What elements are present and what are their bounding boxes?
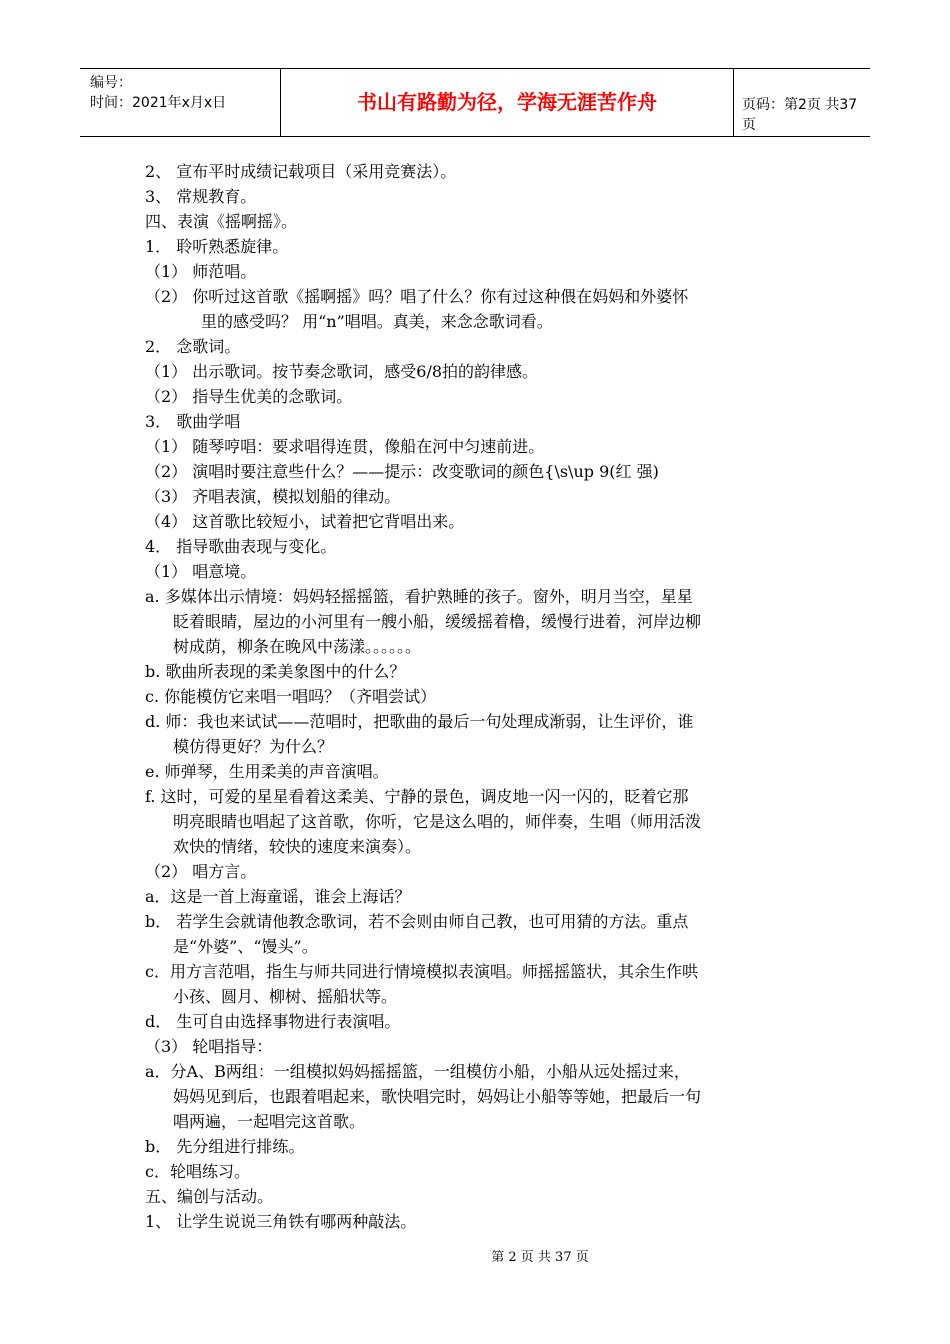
text-line: c．用方言范唱，指生与师共同进行情境模拟表演唱。师摇摇篮状，其余生作哄: [145, 962, 698, 981]
text-line: 3． 歌曲学唱: [145, 412, 241, 431]
page-info: 页码：第2页 共37页: [742, 97, 858, 133]
number-label: 编号：: [90, 75, 132, 91]
text-line: b． 先分组进行排练。: [145, 1137, 305, 1156]
text-line: f. 这时，可爱的星星看着这柔美、宁静的景色，调皮地一闪一闪的，眨着它那: [145, 787, 689, 806]
text-line: （3） 齐唱表演，模拟划船的律动。: [145, 487, 401, 506]
text-line: a．这是一首上海童谣，谁会上海话？: [145, 887, 411, 906]
text-line: 是“外婆”、“馒头”。: [173, 937, 318, 956]
text-line: （1） 唱意境。: [145, 562, 257, 581]
divider: [733, 69, 734, 136]
text-line: 1． 聆听熟悉旋律。: [145, 237, 289, 256]
text-line: （2） 演唱时要注意些什么？——提示：改变歌词的颜色{\s\up 9(红 强): [145, 462, 659, 481]
text-line: （2） 你听过这首歌《摇啊摇》吗？唱了什么？你有过这种偎在妈妈和外婆怀: [145, 287, 689, 306]
text-line: 3、 常规教育。: [145, 187, 257, 206]
text-line: 2． 念歌词。: [145, 337, 241, 356]
text-line: 唱两遍，一起唱完这首歌。: [173, 1112, 366, 1131]
header-table: [80, 68, 870, 137]
text-line: 2、 宣布平时成绩记载项目（采用竞赛法）。: [145, 162, 457, 181]
text-line: 四、表演《摇啊摇》。: [145, 212, 298, 231]
text-line: 眨着眼睛，屋边的小河里有一艘小船，缓缓摇着橹，缓慢行进着，河岸边柳: [173, 612, 702, 631]
text-line: （1） 出示歌词。按节奏念歌词，感受6/8拍的韵律感。: [145, 362, 539, 381]
text-line: （2） 指导生优美的念歌词。: [145, 387, 353, 406]
text-line: b． 若学生会就请他教念歌词，若不会则由师自己教，也可用猜的方法。重点: [145, 912, 689, 931]
text-line: （1） 随琴哼唱：要求唱得连贯，像船在河中匀速前进。: [145, 437, 545, 456]
text-line: d. 师：我也来试试——范唱时，把歌曲的最后一句处理成渐弱，让生评价，谁: [145, 712, 694, 731]
text-line: （1） 师范唱。: [145, 262, 257, 281]
text-line: （3） 轮唱指导：: [145, 1037, 273, 1056]
text-line: 树成荫，柳条在晚风中荡漾。。。。。。: [173, 637, 422, 656]
text-line: （2） 唱方言。: [145, 862, 257, 881]
motto: 书山有路勤为径，学海无涯苦作舟: [357, 90, 657, 114]
text-line: 里的感受吗？ 用“n”唱唱。真美，来念念歌词看。: [201, 312, 553, 331]
footer-page-number: 第 2 页 共 37 页: [491, 1250, 589, 1265]
text-line: c．轮唱练习。: [145, 1162, 250, 1181]
text-line: 4． 指导歌曲表现与变化。: [145, 537, 337, 556]
text-line: 五、编创与活动。: [145, 1187, 274, 1206]
text-line: a．分A、B两组：一组模拟妈妈摇摇篮，一组模仿小船，小船从远处摇过来，: [145, 1062, 690, 1081]
text-line: 模仿得更好？为什么？: [173, 737, 334, 756]
text-line: d． 生可自由选择事物进行表演唱。: [145, 1012, 401, 1031]
date-line: 时间：2021年x月x日: [90, 95, 227, 111]
text-line: 欢快的情绪，较快的速度来演奏）。: [173, 837, 422, 856]
text-line: a. 多媒体出示情境：妈妈轻摇摇篮，看护熟睡的孩子。窗外，明月当空，星星: [145, 587, 693, 606]
text-line: （4） 这首歌比较短小，试着把它背唱出来。: [145, 512, 465, 531]
text-line: 小孩、圆月、柳树、摇船状等。: [173, 987, 398, 1006]
page-footer: [0, 1246, 950, 1265]
header-left-cell: [80, 69, 280, 136]
text-line: e. 师弹琴，生用柔美的声音演唱。: [145, 762, 389, 781]
text-line: c. 你能模仿它来唱一唱吗？（齐唱尝试）: [145, 687, 437, 706]
text-line: 1、 让学生说说三角铁有哪两种敲法。: [145, 1212, 417, 1231]
text-line: b. 歌曲所表现的柔美象图中的什么？: [145, 662, 406, 681]
text-line: 明亮眼睛也唱起了这首歌，你听，它是这么唱的，师伴奏，生唱（师用活泼: [173, 812, 702, 831]
text-line: 妈妈见到后，也跟着唱起来，歌快唱完时，妈妈让小船等等她，把最后一句: [173, 1087, 702, 1106]
